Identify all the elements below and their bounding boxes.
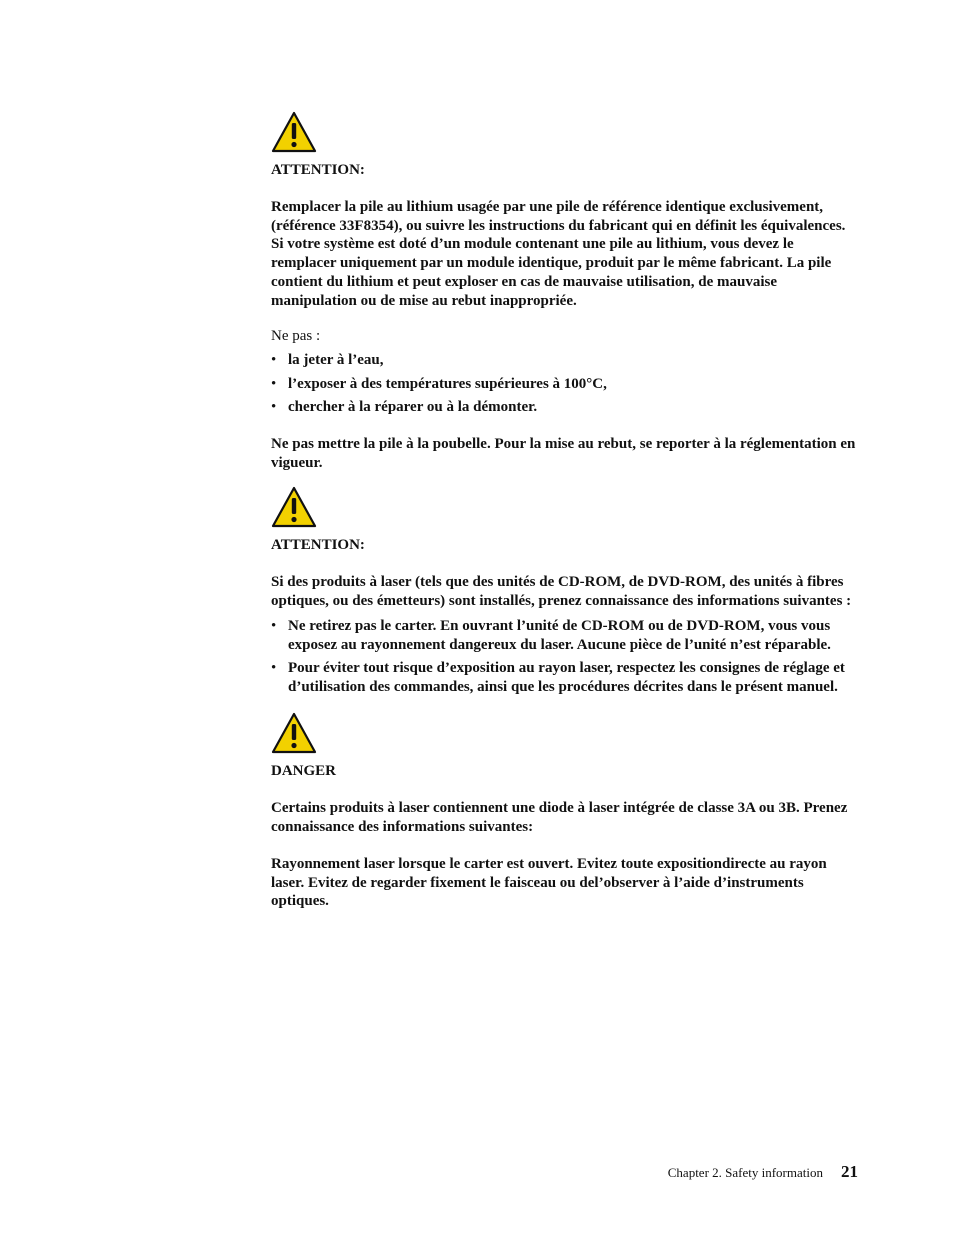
attention-label: ATTENTION: xyxy=(271,162,365,178)
page-number: 21 xyxy=(841,1162,858,1181)
laser-notice xyxy=(271,486,861,696)
warning-triangle-icon xyxy=(271,486,317,528)
do-not-intro: Ne pas : xyxy=(271,327,321,344)
list-item: • chercher à la réparer ou à la démonter. xyxy=(271,398,861,417)
attention-label: ATTENTION: xyxy=(271,537,365,554)
danger-notice xyxy=(271,712,861,911)
page-footer xyxy=(668,1162,858,1182)
list-item: • la jeter à l’eau, xyxy=(271,351,861,370)
battery-warning-paragraph: Remplacer la pile au lithium usagée par une pile de référence identique exclusivement, (référence 33F8354), ou suivre les instructions du fabricant qui en définit les équivalences. Si votre système est doté d’un module contenant une pile au lithium, vous devez le remplacer uniquement par un module identique, produit par le même fabricant. La pile contient du lithium et peut exploser en cas de mauvaise utilisation, de mauvaise manipulation ou de mise au rebut inappropriée. xyxy=(271,198,846,309)
laser-products-paragraph: Si des produits à laser (tels que des unités de CD-ROM, de DVD-ROM, des unités à fibres optiques, ou des émetteurs) sont installés, prenez connaissance des informations suivantes : xyxy=(271,574,852,609)
laser-radiation-paragraph: Rayonnement laser lorsque le carter est ouvert. Evitez toute expositiondirecte au rayon laser. Evitez de regarder fixement le faisceau ou del’observer à l’aide d’instruments optiques. xyxy=(271,855,827,910)
warning-triangle-icon xyxy=(271,111,317,153)
warning-triangle-icon xyxy=(271,712,317,754)
list-item: • Ne retirez pas le carter. En ouvrant l’unité de CD-ROM ou de DVD-ROM, vous vous exposez au rayonnement dangereux du laser. Aucune pièce de l’unité n’est réparable. xyxy=(271,617,861,655)
disposal-paragraph: Ne pas mettre la pile à la poubelle. Pour la mise au rebut, se reporter à la réglementation en vigueur. xyxy=(271,435,856,471)
do-not-list xyxy=(271,351,861,416)
list-item: • l’exposer à des températures supérieures à 100°C, xyxy=(271,375,861,394)
chapter-title: Chapter 2. Safety information xyxy=(667,1165,823,1180)
laser-precautions-list xyxy=(271,617,861,697)
laser-diode-paragraph: Certains produits à laser contiennent une diode à laser intégrée de classe 3A ou 3B. Prenez connaissance des informations suivantes: xyxy=(271,800,848,836)
danger-label: DANGER xyxy=(271,763,337,780)
lithium-battery-notice xyxy=(271,111,861,472)
list-item: • Pour éviter tout risque d’exposition au rayon laser, respectez les consignes de réglage et d’utilisation des commandes, ainsi que les procédures décrites dans le présent manuel. xyxy=(271,659,861,697)
page-content xyxy=(271,111,861,911)
